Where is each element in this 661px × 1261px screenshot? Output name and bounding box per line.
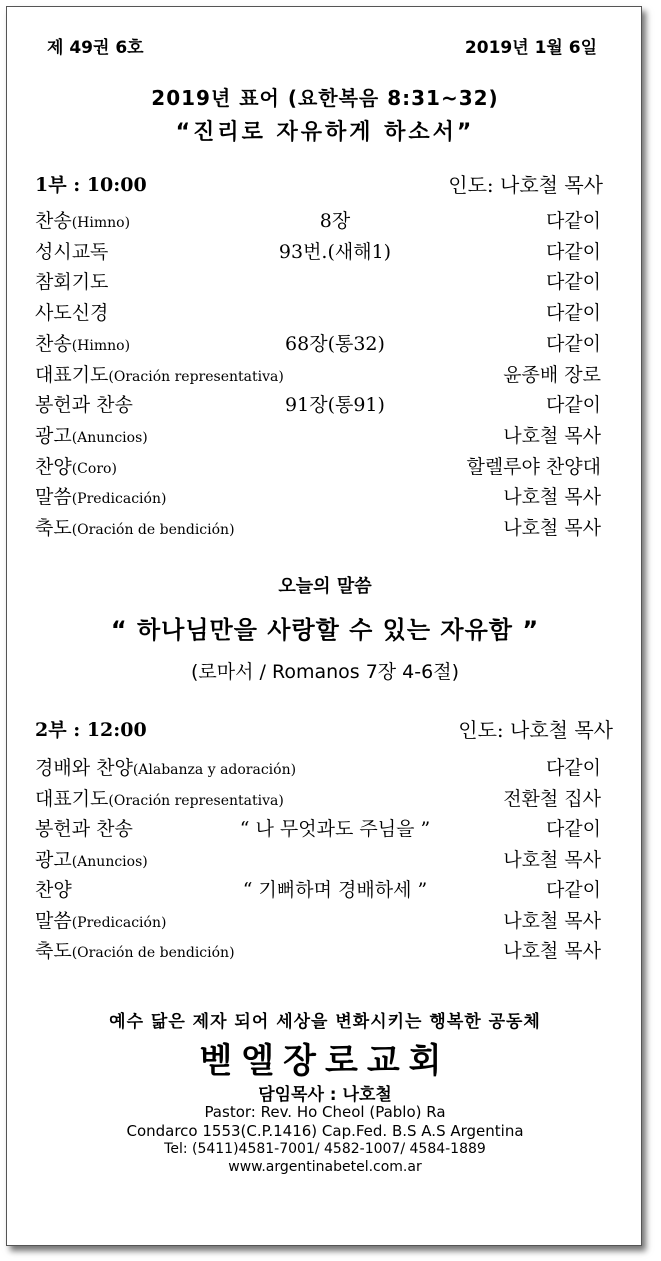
service2-leader: 인도: 나호철 목사 [458, 718, 613, 742]
order-item-spanish: (Predicación) [71, 914, 167, 931]
order-item-label: 경배와 찬양 [35, 757, 133, 779]
order-item-label: 축도 [35, 517, 72, 539]
order-item-spanish: (Predicación) [71, 491, 167, 508]
order-item-label: 말씀 [35, 486, 72, 509]
order-item-name [35, 421, 148, 448]
motto-line: 2019년 표어 (요한복음 8:31~32) [151, 86, 499, 110]
order-item-spanish: (Coro) [71, 460, 117, 477]
order-item-name [35, 267, 108, 294]
order-item-spanish: (Oración representativa) [108, 368, 284, 385]
order-item-name [35, 936, 235, 963]
order-item-leader: 나호철 목사 [503, 909, 601, 932]
order-item-leader: 다같이 [545, 394, 601, 417]
order-item-label: 찬양 [35, 455, 72, 478]
order-item-leader: 나호철 목사 [503, 517, 601, 539]
order-item-label: 찬송 [35, 332, 72, 355]
order-item-label: 참회기도 [35, 271, 109, 294]
order-item-leader: 다같이 [545, 757, 601, 779]
order-item-detail: 91장(통91) [285, 394, 385, 417]
order-item-label: 말씀 [35, 909, 72, 932]
order-item-name [35, 814, 133, 841]
order-item-leader: 할렐루야 찬양대 [466, 455, 601, 478]
order-item-leader: 다같이 [545, 302, 601, 325]
order-item-label: 찬송 [35, 210, 72, 232]
sermon-heading: 오늘의 말씀 [278, 576, 372, 597]
order-item-name [35, 206, 130, 233]
order-item-label: 광고 [35, 848, 72, 871]
church-address: Condarco 1553(C.P.1416) Cap.Fed. B.S A.S Argentina [126, 1122, 524, 1140]
bulletin-date: 2019년 1월 6일 [464, 38, 597, 58]
order-item-leader: 나호철 목사 [503, 486, 601, 509]
order-item-spanish: (Anuncios) [71, 853, 148, 870]
church-phone: Tel: (5411)4581-7001/ 4582-1007/ 4584-1889 [164, 1141, 486, 1157]
order-item-spanish: (Alabanza y adoración) [132, 762, 297, 778]
order-item-leader: 나호철 목사 [503, 424, 601, 447]
order-item-name [35, 452, 117, 479]
order-item-spanish: (Anuncios) [71, 429, 148, 446]
order-item-name [35, 845, 148, 872]
order-item-name [35, 875, 72, 902]
order-item-name [35, 237, 108, 264]
order-item-leader: 다같이 [545, 271, 601, 294]
order-item-name [35, 906, 166, 933]
church-website: www.argentinabetel.com.ar [228, 1159, 422, 1175]
pastor-english: Pastor: Rev. Ho Cheol (Pablo) Ra [204, 1103, 446, 1121]
order-item-detail: 93번.(새해1) [278, 240, 392, 263]
order-item-spanish: (Himno) [71, 215, 131, 231]
issue-number: 제 49권 6호 [47, 38, 144, 58]
order-item-spanish: (Oración de bendición) [71, 945, 235, 961]
order-item-label: 봉헌과 찬송 [35, 818, 133, 840]
order-item-label: 봉헌과 찬송 [35, 394, 133, 417]
order-item-label: 대표기도 [35, 363, 109, 386]
order-item-detail: “ 나 무엇과도 주님을 ” [239, 818, 431, 840]
order-item-spanish: (Oración de bendición) [71, 522, 235, 538]
order-item-label: 성시교독 [35, 240, 109, 263]
order-item-name [35, 784, 284, 811]
order-item-detail: 8장 [319, 210, 351, 232]
service1-title: 1부 : 10:00 [35, 174, 147, 196]
service1-leader: 인도: 나호철 목사 [448, 173, 603, 197]
order-item-name [35, 753, 296, 780]
order-item-leader: 나호철 목사 [503, 940, 601, 962]
order-item-spanish: (Himno) [71, 337, 131, 354]
order-item-leader: 다같이 [545, 332, 601, 355]
senior-pastor: 담임목사 : 나호철 [258, 1085, 392, 1105]
order-item-leader: 다같이 [545, 240, 601, 263]
order-item-name [35, 360, 284, 387]
order-item-label: 광고 [35, 424, 72, 447]
order-item-detail: “ 기뻐하며 경배하세 ” [242, 879, 428, 901]
motto-quote: “진리로 자유하게 하소서” [175, 120, 475, 145]
order-item-label: 찬양 [35, 879, 72, 901]
bulletin-page [6, 6, 642, 1246]
order-item-label: 사도신경 [35, 302, 109, 325]
church-slogan: 예수 닮은 제자 되어 세상을 변화시키는 행복한 공동체 [109, 1012, 541, 1032]
order-item-leader: 전환철 집사 [503, 787, 601, 810]
order-item-name [35, 513, 235, 540]
order-item-name [35, 390, 133, 417]
church-name: 벧엘장로교회 [199, 1041, 451, 1081]
order-item-detail: 68장(통32) [285, 332, 385, 355]
order-item-label: 축도 [35, 940, 72, 962]
order-item-leader: 다같이 [545, 210, 601, 232]
order-item-name [35, 298, 108, 325]
order-item-name [35, 482, 166, 509]
order-item-name [35, 329, 130, 356]
order-item-leader: 나호철 목사 [503, 848, 601, 871]
order-item-spanish: (Oración representativa) [108, 792, 284, 809]
sermon-reference: (로마서 / Romanos 7장 4-6절) [191, 661, 459, 683]
order-item-leader: 윤종배 장로 [503, 363, 601, 386]
order-item-leader: 다같이 [545, 879, 601, 901]
order-item-label: 대표기도 [35, 787, 109, 810]
service2-title: 2부 : 12:00 [35, 719, 147, 741]
order-item-leader: 다같이 [545, 818, 601, 840]
sermon-title: “ 하나님만을 사랑할 수 있는 자유함 ” [110, 616, 540, 644]
